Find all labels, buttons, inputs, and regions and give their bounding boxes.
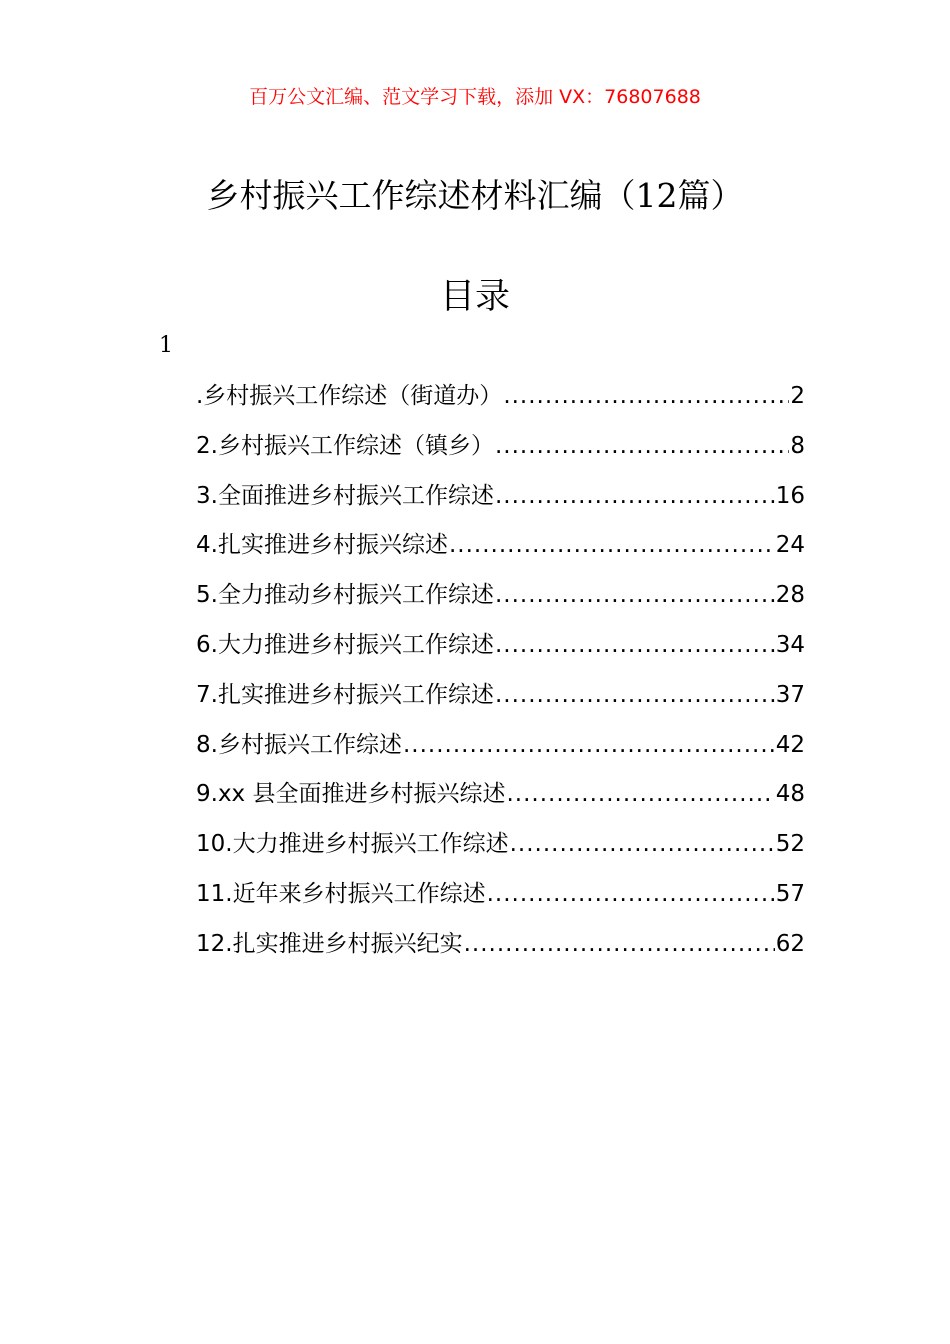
toc-leader-dots (495, 422, 789, 472)
title-prefix: 乡村振兴工作综述材料汇编（ (206, 176, 636, 215)
toc-leader-dots (495, 671, 775, 721)
toc-leader-dots (503, 372, 789, 422)
toc-entry-page: 24 (775, 532, 805, 559)
toc-entry[interactable] (196, 721, 805, 771)
toc-entry-page: 28 (775, 582, 805, 609)
toc-leader-dots (464, 920, 775, 970)
toc-entry-title: .乡村振兴工作综述（街道办） (196, 383, 503, 409)
toc-entry[interactable] (196, 671, 805, 721)
toc-entry-page: 52 (775, 831, 805, 858)
toc-entry[interactable] (196, 770, 805, 820)
title-number: 12 (635, 176, 678, 215)
toc-entry-page: 48 (775, 781, 805, 808)
toc-entry-title: 2.乡村振兴工作综述（镇乡） (196, 432, 494, 459)
toc-entry[interactable] (196, 472, 805, 522)
toc-entry-title: 11.近年来乡村振兴工作综述 (196, 880, 486, 907)
toc-leader-dots (403, 721, 775, 771)
toc-entry[interactable] (196, 920, 805, 970)
toc-leader-dots (487, 870, 775, 920)
toc-leader-dots (506, 770, 774, 820)
toc-heading: 目录 (439, 277, 510, 317)
toc-entry-title: 9.xx 县全面推进乡村振兴综述 (196, 781, 506, 808)
toc-entry-title: 6.大力推进乡村振兴工作综述 (196, 631, 494, 658)
toc-entry-page: 42 (775, 731, 805, 758)
toc-entry[interactable] (196, 820, 805, 870)
title-suffix: 篇） (677, 176, 744, 215)
toc-entry-page: 2 (790, 383, 805, 409)
toc-entry-title: 4.扎实推进乡村振兴综述 (196, 532, 448, 559)
header-notice: 百万公文汇编、范文学习下载，添加 VX：76807688 (249, 86, 701, 108)
toc-leader-dots (495, 621, 775, 671)
toc-leader-dots (495, 472, 775, 522)
toc-entry-page: 8 (790, 432, 805, 459)
stray-number: 1 (159, 333, 173, 358)
toc-entry-page: 62 (775, 930, 805, 957)
toc-entry-page: 16 (775, 482, 805, 509)
table-of-contents (196, 372, 805, 970)
toc-entry-page: 37 (775, 681, 805, 708)
toc-entry[interactable] (196, 621, 805, 671)
toc-leader-dots (510, 820, 775, 870)
toc-entry-title: 10.大力推进乡村振兴工作综述 (196, 831, 509, 858)
toc-entry-title: 5.全力推动乡村振兴工作综述 (196, 582, 494, 609)
toc-leader-dots (495, 571, 775, 621)
document-title (0, 170, 950, 222)
toc-entry[interactable] (196, 521, 805, 571)
toc-entry-title: 3.全面推进乡村振兴工作综述 (196, 482, 494, 509)
toc-entry[interactable] (196, 422, 805, 472)
toc-entry-page: 57 (775, 880, 805, 907)
toc-leader-dots (449, 521, 775, 571)
toc-entry[interactable] (196, 571, 805, 621)
toc-entry-page: 34 (775, 631, 805, 658)
toc-entry-title: 12.扎实推进乡村振兴纪实 (196, 930, 463, 957)
toc-entry[interactable] (196, 870, 805, 920)
toc-entry-title: 8.乡村振兴工作综述 (196, 731, 402, 758)
toc-entry-title: 7.扎实推进乡村振兴工作综述 (196, 681, 494, 708)
toc-entry[interactable] (196, 372, 805, 422)
